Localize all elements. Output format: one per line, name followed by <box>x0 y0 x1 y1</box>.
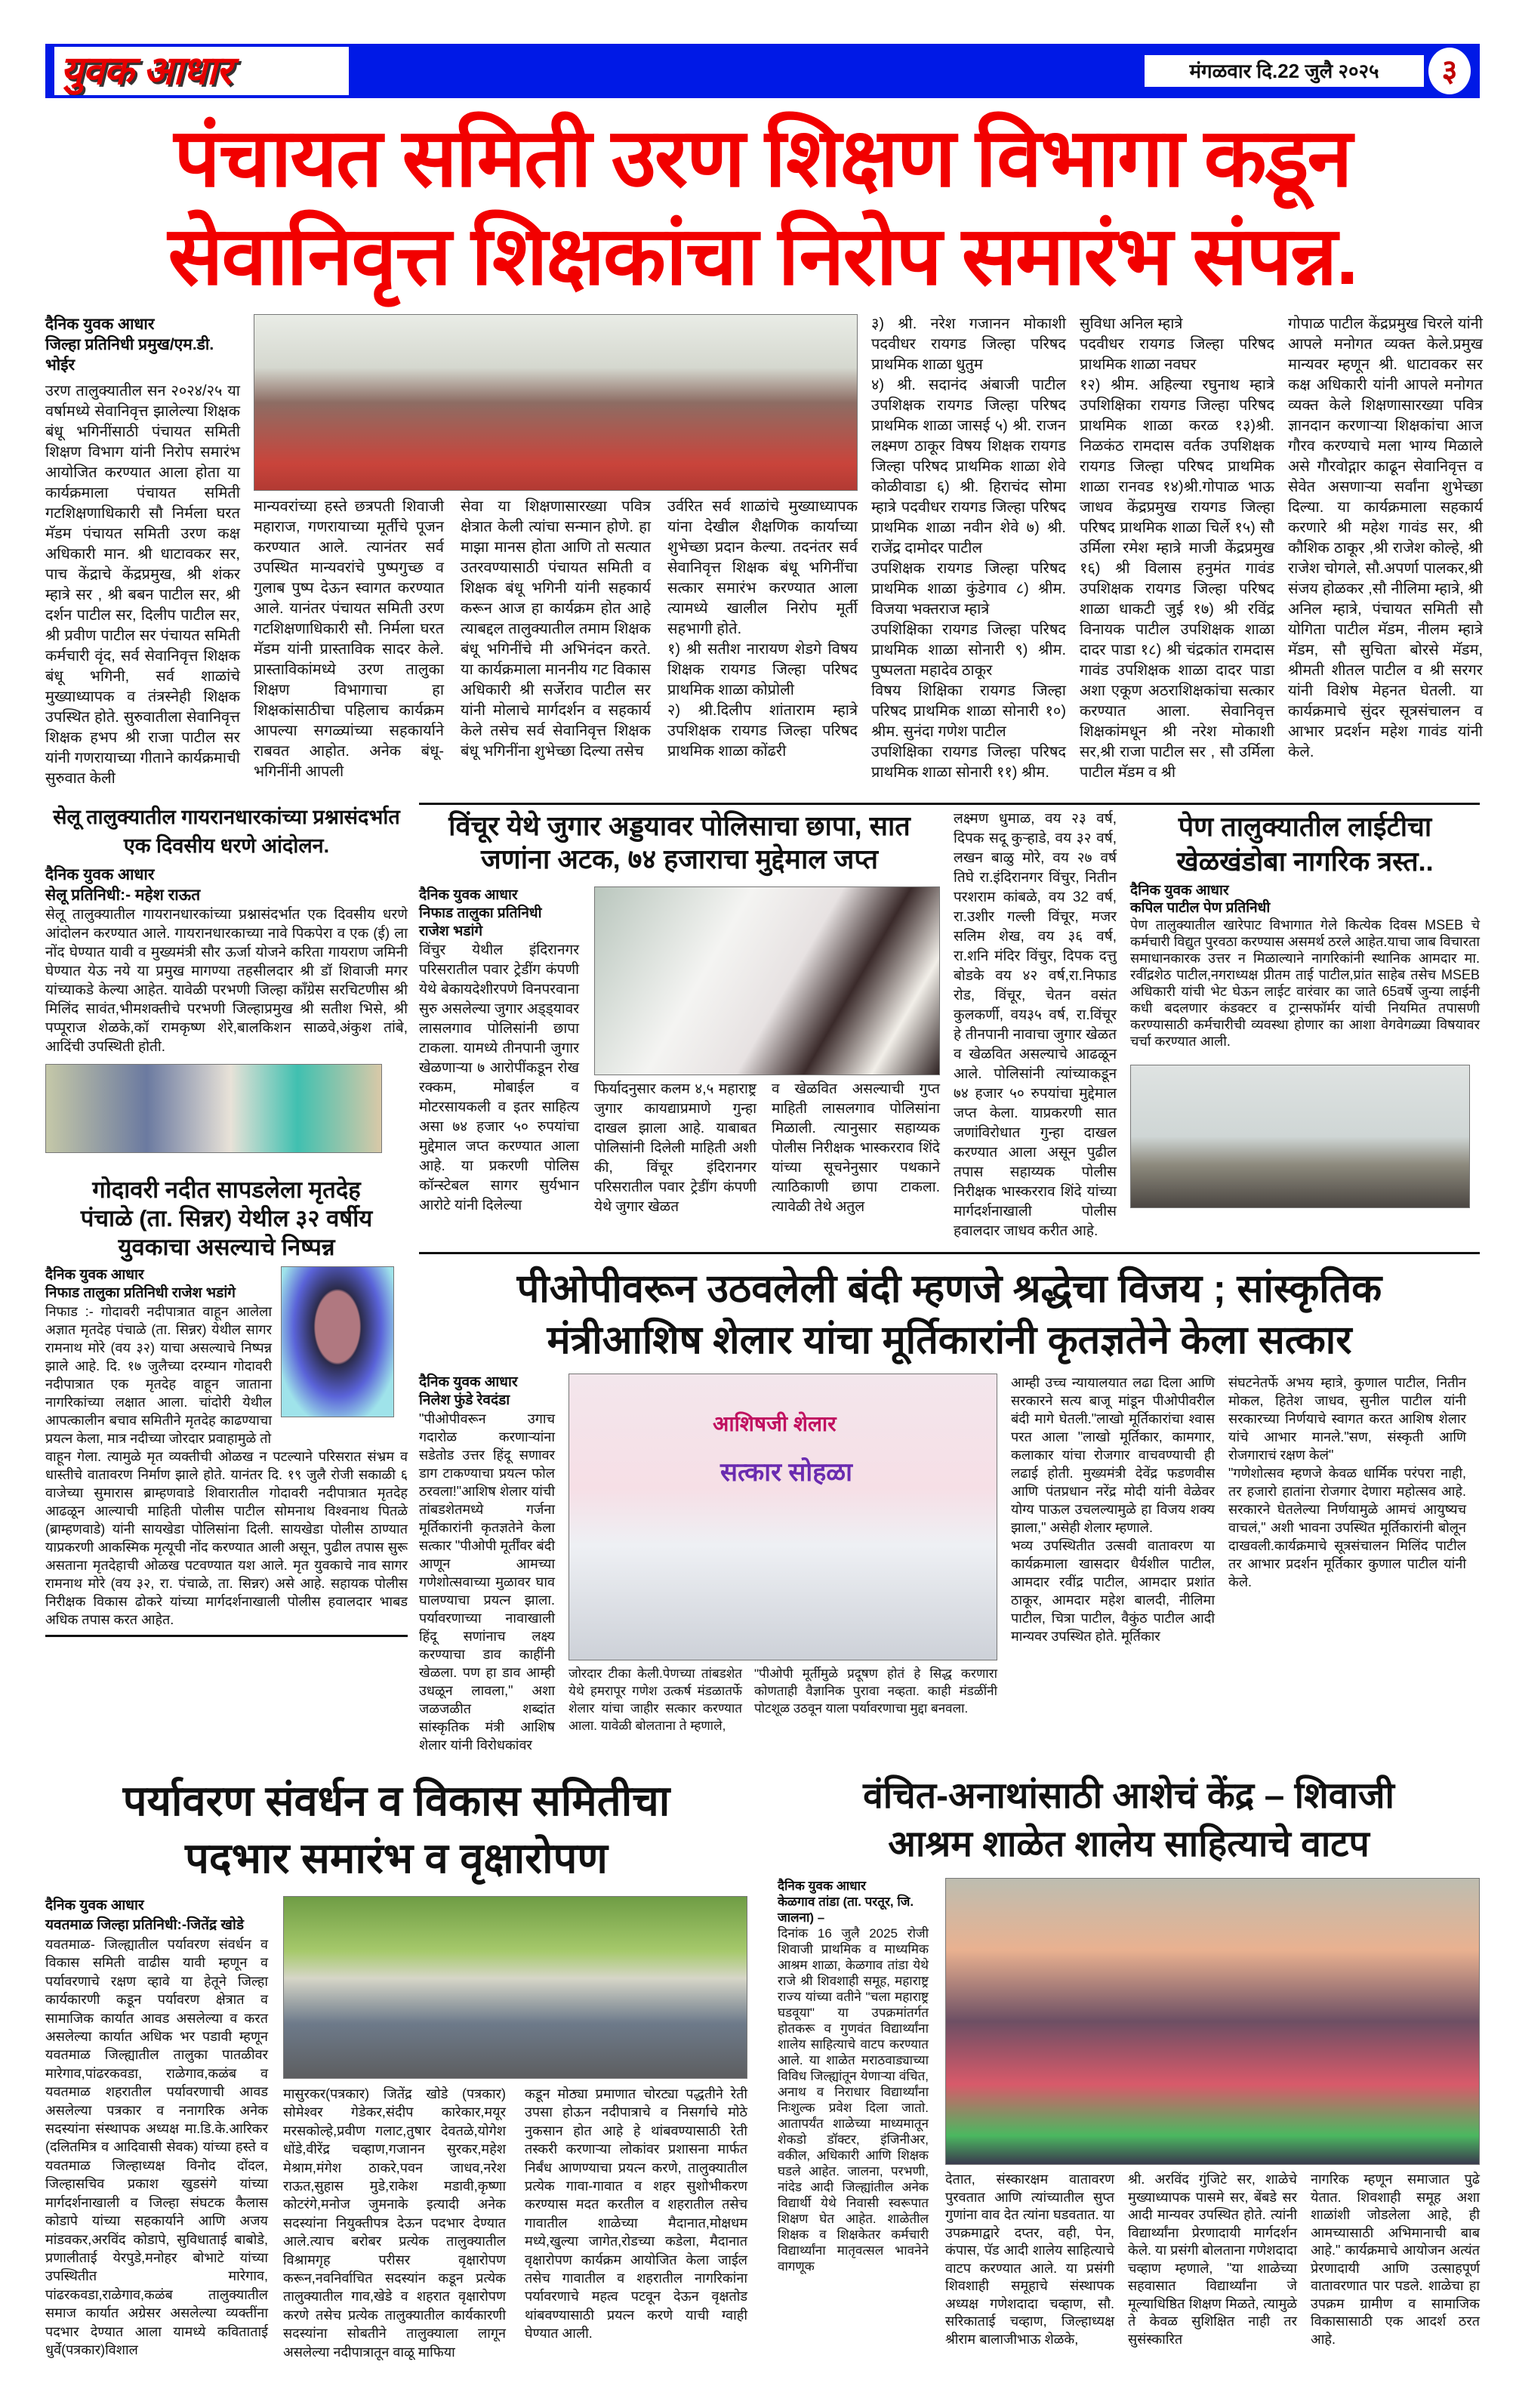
byline <box>45 1896 268 1935</box>
article-column: व खेळवित असल्याची गुप्त माहिती लासलगाव पोलिसांना मिळाली. त्यानुसार सहाय्यक पोलीस निरीक्षक भास्करराव शिंदे यांच्या सूचनेनुसार पथकाने त्याठिकाणी छापा टाकला. त्यावेळी तेथे अतुल <box>772 1081 940 1215</box>
byline-reporter: निलेश फुंडे रेवदंडा <box>419 1392 510 1408</box>
byline-paper: दैनिक युवक आधार <box>419 1374 518 1390</box>
headline-line: वंचित-अनाथांसाठी आशेचं केंद्र – शिवाजी <box>863 1776 1394 1816</box>
byline <box>419 1374 555 1410</box>
article-column: ३) श्री. नरेश गजानन मोकाशी पदवीधर रायगड जिल्हा परिषद प्राथमिक शाळा धुतुम ४) श्री. सदानंद अंबाजी पाटील उपशिक्षक रायगड जिल्हा परिषद प्राथमिक शाळा जासई ५) श्री. राजन लक्ष्मण ठाकूर विषय शिक्षक रायगड जिल्हा परिषद प्राथमिक शाळा शेवे कोळीवाडा ६) श्री. हिराचंद सोमा म्हात्रे पदवीधर रायगड जिल्हा परिषद प्राथमिक शाळा नवीन शेवे ७) श्री. राजेंद्र दामोदर पाटील उपशिक्षक रायगड जिल्हा परिषद प्राथमिक शाळा कुंडेगाव ८) श्रीम. विजया भक्तराज म्हात्रे उपशिक्षिका रायगड जिल्हा परिषद प्राथमिक शाळा सोनारी ९) श्रीम. पुष्पलता महादेव ठाकूर विषय शिक्षिका रायगड जिल्हा परिषद प्राथमिक शाळा सोनारी १०) श्रीम. सुनंदा गणेश पाटील उपशिक्षिका रायगड जिल्हा परिषद प्राथमिक शाळा सोनारी ११) श्रीम. <box>871 316 1066 781</box>
byline-reporter: जिल्हा प्रतिनिधी प्रमुख/एम.डी. भोईर <box>45 336 214 374</box>
masthead-bar <box>45 44 1480 98</box>
article-column: संघटनेतर्फे अभय म्हात्रे, कुणाल पाटील, नितीन मोकल, हितेश जाधव, सुनील पाटील यांनी सरकारच्या निर्णयाचे स्वागत करत आशिष शेलार यांचे आभार मानले."सण, संस्कृती आणि रोजगाराचं रक्षण केलं" "गणेशोत्सव म्हणजे केवळ धार्मिक परंपरा नाही, तर हजारो हातांना रोजगार देणारा महोत्सव आहे. सरकारने घेतलेल्या निर्णयामुळे आमचं आयुष्यच वाचलं," अशी भावना उपस्थित मूर्तिकारांनी बोलून दाखवली.कार्यक्रमाचे सूत्रसंचालन मिलिंद पाटील तर आभार प्रदर्शन मूर्तिकार कुणाल पाटील यांनी केले. <box>1228 1375 1466 1589</box>
committee-group-photo <box>283 1896 747 2079</box>
pen-body: पेण तालुक्यातील खारेपाट विभागात गेले कित्येक दिवस MSEB चे कर्मचारी विद्युत पुरवठा करण्यास असमर्थ ठरले आहेत.याचा जाब विचारता समाधानकारक उत्तर न मिळाल्याने नागरिकांनी स्थानिक आमदार मा. रवींद्रशेठ पाटील,नगराध्यक्ष प्रीतम ताई पाटील,प्रांत साहेब तसेच MSEB अधिकारी यांची भेट घेऊन लाईट वारंवार का जाते 65वर्षे जुन्या लाईनी कधी बदलणार कंडक्टर व ट्रान्सफॉर्मर यांची नियमित तपासणी करण्यासाठी कर्मचारीची व्यवस्था होणार का आशा वेगवेगळ्या विषयावर चर्चा करण्यात आली. <box>1130 917 1480 1049</box>
headline-line: गोदावरी नदीत सापडलेला मृतदेह <box>92 1176 361 1203</box>
pop-headline <box>419 1263 1480 1366</box>
article-column: फिर्यादनुसार कलम ४,५ महाराष्ट्र जुगार कायद्याप्रमाणे गुन्हा दाखल झाला आहे. याबाबत पोलिसांनी दिलेली माहिती अशी की, विंचूर इंदिरानगर परिसरातील पवार ट्रेडींग कंपणी येथे जुगार खेळत <box>594 1081 756 1215</box>
godavari-body: वाहून गेला. त्यामुळे मृत व्यक्तीची ओळख न पटल्याने परिसरात संभ्रम व धास्तीचे वातावरण निर्माण झाले होते. यानंतर दि. १९ जुलै रोजी सकाळी ६ वाजेच्या सुमारास ब्राम्हणवाडे शिवारातील गोदावरी नदीपात्रात मृतदेह आढळून आल्याची माहिती पोलीस पाटील सोमनाथ विश्वनाथ पितळे (ब्राम्हणवाडे) यांनी सायखेडा पोलिसांना दिली. सायखेडा पोलीस ठाण्यात याप्रकरणी आकस्मिक मृत्यूची नोंद करण्यात आली असून, पुढील तपास सुरू असताना मृतदेहाची ओळख पटवण्यात यश आले. मृत युवकाचे नाव सागर रामनाथ मोरे (वय ३२, रा. पंचाळे, ता. सिन्नर) असे आहे. सहायक पोलीस निरीक्षक विकास ढोकरे यांच्या मार्गदर्शनाखाली पोलीस हवालदार भाबड अधिक तपास करत आहेत. <box>45 1449 408 1627</box>
byline-reporter: राजेश भडांगे <box>419 923 483 939</box>
byline-reporter: यवतमाळ जिल्हा प्रतिनिधी:-जितेंद्र खोडे <box>45 1917 245 1933</box>
lead-headline-line: सेवानिवृत्त शिक्षकांचा निरोप समारंभ संपन्न. <box>168 210 1357 301</box>
article-column: सुविधा अनिल म्हात्रे पदवीधर रायगड जिल्हा परिषद प्राथमिक शाळा नवघर १२) श्रीम. अहिल्या रघुनाथ म्हात्रे उपशिक्षिका रायगड जिल्हा परिषद प्राथमिक शाळा करळ १३)श्री. निळकंठ रामदास वर्तक उपशिक्षक रायगड जिल्हा परिषद प्राथमिक शाळा रानवड १४)श्री.गोपाळ भाऊ जाधव केंद्रप्रमुख रायगड जिल्हा परिषद प्राथमिक शाळा चिर्ले १५) सौ उर्मिला रमेश म्हात्रे माजी केंद्रप्रमुख १६) श्री विलास हनुमंत गावंड उपशिक्षक रायगड जिल्हा परिषद शाळा धाकटी जुई १७) श्री रविंद्र विनायक पाटील उपशिक्षक शाळा दादर पाडा १८) श्री चंद्रकांत रामदास गावंड उपशिक्षक शाळा दादर पाडा अशा एकूण अठराशिक्षकांचा सत्कार करण्यात आला. सेवानिवृत्त शिक्षकांमधून श्री नरेश मोकाशी सर,श्री राजा पाटील सर , सौ उर्मिला पाटील मॅडम व श्री <box>1080 316 1274 781</box>
byline <box>45 1266 272 1303</box>
selu-body: सेलू तालुक्यातील गायरानधारकांच्या प्रश्नासंदर्भात एक दिवसीय धरणे आंदोलन करण्यात आले. गायरानधारकाच्या नावे पिकपेरा व एक (ई) ला नोंद घेण्यात यावी व मुख्यमंत्री सौर ऊर्जा योजने करिता गायराण जमिनी घेण्यात येऊ नये या प्रमुख मागण्या तहसीलदार श्री डॉ शिवाजी मगर यांच्याकडे केल्या आहेत. यावेळी परभणी जिल्हा काँग्रेस सरचिटणीस श्री मिलिंद सावंत,भीमशक्तीचे परभणी जिल्हाप्रमुख श्री सतीश भिसे, श्री पप्पूराज शेळके,कॉ रामकृष्ण शेरे,बालकिशन साळवे,अंकुश तांबे, आदिंची उपस्थिती होती. <box>45 907 408 1055</box>
divider <box>45 1635 408 1637</box>
vanchit-headline <box>778 1772 1480 1869</box>
article-column: दिनांक 16 जुलै 2025 रोजी शिवाजी प्राथमिक व माध्यमिक आश्रम शाळा, केळगाव तांडा येथे राजे श्री शिवशाही समूह, महाराष्ट्र राज्य यांच्या वतीने "चला महाराष्ट्र घडवूया" या उपक्रमांतर्गत होतकरू व गुणवंत विद्यार्थ्यांना शालेय साहित्याचे वाटप करण्यात आले. या शाळेत मराठवाड्याच्या विविध जिल्ह्यांतून येणाऱ्या वंचित, अनाथ व निराधार विद्यार्थ्यांना निःशुल्क प्रवेश दिला जातो. आतापर्यंत शाळेच्या माध्यमातून शेकडो डॉक्टर, इंजिनीअर, वकील, अधिकारी आणि शिक्षक घडले आहेत. जालना, परभणी, नांदेड आदी जिल्ह्यांतील अनेक विद्यार्थी येथे निवासी स्वरूपात शिक्षण घेत आहेत. शाळेतील शिक्षक व शिक्षकेतर कर्मचारी विद्यार्थ्यांना मातृवत्सल भावनेने वागणूक <box>778 1926 929 2274</box>
byline <box>1130 882 1480 917</box>
playing-cards-photo <box>594 886 940 1075</box>
headline-line: सेलू तालुक्यातील गायरानधारकांच्या प्रश्नासंदर्भात <box>53 806 400 828</box>
byline-paper: दैनिक युवक आधार <box>45 1898 144 1913</box>
byline <box>778 1878 929 1925</box>
headline-line: पदभार समारंभ व वृक्षारोपण <box>185 1834 608 1882</box>
headline-line: जणांना अटक, ७४ हजाराचा मुद्देमाल जप्त <box>480 843 879 874</box>
article-column: "पीओपीवरून उगाच गदारोळ करणाऱ्यांना सडेतोड उत्तर हिंदू सणावर डाग टाकण्याचा प्रयत्न फोल ठरवला!"आशिष शेलार यांची तांबडशेतमध्ये गर्जना मूर्तिकारांनी कृतज्ञतेने केला सत्कार "पीओपी मूर्तींवर बंदी आणून आमच्या गणेशोत्सवाच्या मुळावर घाव घालण्याचा प्रयत्न झाला. पर्यावरणाच्या नावाखाली हिंदू सणांनाच लक्ष्य करण्याचा डाव काहींनी खेळला. पण हा डाव आम्ही उधळून लावला," अशा जळजळीत शब्दांत सांस्कृतिक मंत्री आशिष शेलार यांनी विरोधकांवर <box>419 1411 556 1753</box>
headline-line: मंत्रीआशिष शेलार यांचा मूर्तिकारांनी कृतज्ञतेने केला सत्कार <box>547 1318 1352 1362</box>
article-column: सेवा या शिक्षणासारख्या पवित्र क्षेत्रात केली त्यांचा सन्मान होणे. हा माझा मानस होता आणि तो सत्यात उतरवण्यासाठी पंचायत समिती व शिक्षक बंधू भगिनी यांनी सहकार्य करून आज हा कार्यक्रम होत आहे त्याबद्दल तालुक्यातील तमाम शिक्षक बंधू भगिनींचे मी अभिनंदन करते. या कार्यक्रमाला माननीय गट विकास अधिकारी श्री सर्जेराव पाटील सर यांनी मोलाचे मार्गदर्शन व सहकार्य केले तसेच सर्व सेवानिवृत्त शिक्षक बंधू भगिनींना शुभेच्छा दिल्या तसेच <box>461 498 651 760</box>
divider <box>419 1252 1480 1254</box>
vinchur-headline <box>419 809 940 876</box>
byline-reporter: निफाड तालुका प्रतिनिधी राजेश भडांगे <box>45 1285 236 1301</box>
headline-line: पंचाळे (ता. सिन्नर) येथील ३२ वर्षीय <box>80 1205 373 1232</box>
bottom-band <box>45 1772 1480 2361</box>
article-column: उर्वरित सर्व शाळांचे मुख्याध्यापक यांना देखील शैक्षणिक कार्याच्या शुभेच्छा प्रदान केल्या. तदनंतर सर्व सेवानिवृत्त शिक्षक बंधू भगिनींचा सत्कार समारंभ करण्यात आला त्यामध्ये खालील निरोप मूर्ती सहभागी होते. १) श्री सतीश नारायण शेडगे विषय शिक्षक रायगड जिल्हा परिषद प्राथमिक शाळा कोप्रोली २) श्री.दिलीप शांताराम म्हात्रे उपशिक्षक रायगड जिल्हा परिषद प्राथमिक शाळा कोंढरी <box>667 498 858 760</box>
headline-line: आश्रम शाळेत शालेय साहित्याचे वाटप <box>888 1824 1370 1864</box>
byline-paper: दैनिक युवक आधार <box>778 1879 866 1893</box>
article-column: मासुरकर(पत्रकार) जितेंद्र खोडे (पत्रकार) सोमेश्वर गेडेकर,संदीप कारेकार,मयूर मरसकोल्हे,प्रवीण गलाट,तुषार देवतळे,योगेश धोंडे,वीरेंद्र चव्हाण,गजानन सुरकर,महेश मेश्राम,मंगेश ठाकरे,पवन जाधव,नरेश राऊत,सुहास मुडे,राकेश मडावी,कृष्णा कोटरंगे,मनोज जुमनाके इत्यादी अनेक सदस्यांना नियुक्तीपत्र देऊन पदभार देण्यात आले.त्याच बरोबर प्रत्येक तालुक्यातील विश्रामगृह परीसर वृक्षारोपण करून,नवनिर्वाचित सदस्यांन कडून प्रत्येक तालुक्यातील गाव,खेडे व शहरात वृक्षारोपण करणे तसेच प्रत्येक तालुक्यातील कार्यकारणी सदस्यांना सोबतीने तालुक्याला लागून असलेल्या नदीपात्रातून वाळू माफिया <box>283 2086 506 2360</box>
article-column: गोपाळ पाटील केंद्रप्रमुख चिरले यांनी आपले मनोगत व्यक्त केले.प्रमुख मान्यवर म्हणून श्री. धाटावकर सर कक्ष अधिकारी यांनी आपले मनोगत व्यक्त केले शिक्षणासारख्या पवित्र ज्ञानदान करणाऱ्या शिक्षकांचा आज गौरव करण्याचे मला भाग्य मिळाले असे गौरवोद्गार काढून सेवानिवृत्त व सेवेत असणाऱ्या सर्वांना शुभेच्छा दिल्या. या कार्यक्रमाला सहकार्य करणारे श्री महेश गावंड सर, श्री कौशिक ठाकूर ,श्री राजेश कोल्हे, श्री राजेश चोगले, सौ.अपर्णा पालकर,श्री संजय होळकर ,सौ नीलिमा म्हात्रे, श्री अनिल म्हात्रे, पंचायत समिती सौ योगिता पाटील मॅडम, नीलम म्हात्रे मॅडम, सौ सुचिता बोरसे मॅडम, श्रीमती शीतल पाटील व श्री सरगर यांनी विशेष मेहनत घेतली. या कार्यक्रमाचे सुंदर सूत्रसंचालन व आभार प्रदर्शन महेश गावंड यांनी केले. <box>1288 316 1483 760</box>
lead-headline <box>45 109 1480 305</box>
divider <box>419 803 1480 805</box>
headline-line: खेळखंडोबा नागरिक त्रस्त.. <box>1176 846 1434 877</box>
byline-paper: दैनिक युवक आधार <box>1130 883 1229 899</box>
byline-paper: दैनिक युवक आधार <box>45 866 155 883</box>
headline-line: एक दिवसीय धरणे आंदोलन. <box>123 834 330 857</box>
article-column: नागरिक म्हणून समाजात पुढे येतात. शिवशाही समूह अशा शाळांशी जोडलेला आहे, ही आमच्यासाठी अभिमानाची बाब आहे." कार्यक्रमाचे आयोजन अत्यंत प्रेरणादायी आणि उत्साहपूर्ण वातावरणात पार पडले. शाळेचा हा उपक्रम ग्रामीण व सामाजिक विकासासाठी एक आदर्श ठरत आहे. <box>1311 2172 1480 2347</box>
lead-headline-line: पंचायत समिती उरण शिक्षण विभागा कडून <box>174 112 1351 203</box>
farewell-ceremony-photo <box>254 314 858 491</box>
memorandum-photo <box>45 1064 382 1153</box>
headline-line: पेण तालुक्यातील लाईटीचा <box>1178 811 1432 842</box>
deceased-portrait-photo <box>281 1266 394 1417</box>
headline-line: पीओपीवरून उठवलेली बंदी म्हणजे श्रद्धेचा विजय ; सांस्कृतिक <box>516 1267 1382 1311</box>
byline <box>419 886 579 941</box>
meeting-photo <box>1130 1065 1470 1208</box>
byline-desk: निफाड तालुका प्रतिनिधी <box>419 905 542 921</box>
byline-paper: दैनिक युवक आधार <box>45 316 155 333</box>
article-column: उरण तालुक्यातील सन २०२४/२५ या वर्षामध्ये सेवानिवृत्त झालेल्या शिक्षक बंधू भगिनींसाठी पंचायत समिती शिक्षण विभाग यांनी निरोप समारंभ आयोजित करण्यात आला होता या कार्यक्रमाला पंचायत समिती गटशिक्षणाधिकारी सौ निर्मला घरत मॅडम पंचायत समिती उरण कक्ष अधिकारी मान. श्री धाटावकर सर, पाच केंद्राचे केंद्रप्रमुख, श्री शंकर म्हात्रे सर , श्री बबन पाटील सर, श्री दर्शन पाटील सर, दिलीप पाटील सर, श्री प्रवीण पाटील सर पंचायत समिती कर्मचारी वृंद, सर्व सेवानिवृत्त शिक्षक बंधू भगिनी, सर्व शाळांचे मुख्याध्यापक व तंत्रस्नेही शिक्षक उपस्थित होते. सुरुवातीला सेवानिवृत्त शिक्षक हभप श्री राजा पाटील सर यांनी गणरायाच्या गीताने कार्यक्रमाची सुरुवात केली <box>45 383 240 787</box>
article-column: जोरदार टीका केली.पेणच्या तांबडशेत येथे हमरापूर गणेश उत्कर्ष मंडळातर्फे शेलार यांचा जाहीर सत्कार करण्यात आला. यावेळी बोलताना ते म्हणाले, <box>568 1666 742 1733</box>
byline-paper: दैनिक युवक आधार <box>419 887 518 903</box>
article-column: विंचुर येथील इंदिरानगर परिसरातील पवार ट्रेडींग कंपणी येथे बेकायदेशीरपणे विनपरवाना सुरु असलेल्या जुगार अड्ड्यावर लासलगाव पोलिसांनी छापा टाकला. यामध्ये तीनपानी जुगार खेळणाऱ्या ७ आरोपींकडून रोख रक्कम, मोबाईल व मोटरसायकली व इतर साहित्य असा ७४ हजार ५० रुपयांचा मुद्देमाल जप्त करण्यात आला आहे. या प्रकरणी पोलिस कॉन्स्टेबल सागर सुर्यभान आरोटे यांनी दिलेल्या <box>419 942 579 1213</box>
article-column: लक्ष्मण धुमाळ, वय २३ वर्ष, दिपक सदू कुऱ्हाडे, वय ३२ वर्ष, लखन बाळु मोरे, वय २७ वर्ष तिघे रा.इंदिरानगर विंचुर, नितीन परशराम कांबळे, वय 32 वर्ष, रा.उशीर गल्ली विंचूर, मजर सलिम शेख, वय ३६ वर्ष, रा.शनि मंदिर विंचुर, दिपक दत्तु बोडके वय ४२ वर्ष,रा.निफाड रोड, विंचूर, चेतन वसंत कुलकर्णी, वय३५ वर्ष, रा.विंचूर हे तीनपानी नावाचा जुगार खेळत व खेळवित असल्याचे आढळून आले. पोलिसांनी त्यांच्याकडून ७४ हजार ५० रुपयांचा मुद्देमाल जप्त केला. याप्रकरणी सात जणांविरोधात गुन्हा दाखल करण्यात आला असून पुढील तपास सहाय्यक पोलीस निरीक्षक भास्करराव शिंदे यांच्या मार्गदर्शनाखाली पोलीस हवालदार जाधव करीत आहे. <box>954 811 1117 1239</box>
article-column: देतात, संस्कारक्षम वातावरण पुरवतात आणि त्यांच्यातील सुप्त गुणांना वाव देत त्यांना घडवतात. या उपक्रमाद्वारे दप्तर, वही, पेन, कंपास, पॅड आदी शालेय साहित्याचे वाटप करण्यात आले. या प्रसंगी शिवशाही समूहाचे संस्थापक अध्यक्ष गणेशदादा चव्हाण, सौ. सरिकाताई चव्हाण, जिल्हाध्यक्ष श्रीराम बालाजीभाऊ शेळके, <box>945 2172 1114 2347</box>
lead-article <box>45 314 1483 789</box>
felicitation-stage-photo <box>568 1374 997 1660</box>
middle-band <box>45 803 1480 1754</box>
byline-place: केळगाव तांडा (ता. परतूर, जि. जालना) – <box>778 1895 914 1925</box>
byline-reporter: सेलू प्रतिनिधी:- महेश राऊत <box>45 886 201 904</box>
article-column: कडून मोठ्या प्रमाणात चोरट्या पद्धतीने रेती उपसा होऊन नदीपात्राचे व निसर्गाचे मोठे नुकसान होत आहे हे थांबवण्यासाठी रेती तस्करी करणाऱ्या लोकांवर प्रशासना मार्फत निर्बंध आणण्याचा प्रयत्न करणे, तालुक्यातील प्रत्येक गावा-गावात व शहर सुशोभीकरण करण्यास मदत करतील व शहरातील तसेच गावातील शाळेच्या मैदानात,मोक्षधम मध्ये,खुल्या जागेत,रोडच्या कडेला, मैदानात वृक्षारोपण कार्यक्रम आयोजित केला जाईल तसेच गावातील व शहरातील नागरिकांना पर्यावरणाचे महत्व पटवून देऊन वृक्षतोड थांबवण्यासाठी प्रयत्न करणे याची ग्वाही घेण्यात आली. <box>525 2086 747 2342</box>
byline-reporter: कपिल पाटील पेण प्रतिनिधी <box>1130 900 1271 916</box>
headline-line: पर्यावरण संवर्धन व विकास समितीचा <box>122 1777 670 1824</box>
byline-paper: दैनिक युवक आधार <box>45 1267 144 1283</box>
article-column: "पीओपी मूर्तीमुळे प्रदूषण होतं हे सिद्ध करणारा कोणताही वैज्ञानिक पुरावा नव्हता. काही मंडळींनी पोटशूळ उठवून याला पर्यावरणाचा मुद्दा बनवला. <box>754 1666 997 1716</box>
newspaper-logo: युवक आधार <box>54 47 349 95</box>
article-column: श्री. अरविंद गुंजिटे सर, शाळेचे मुख्याध्यापक पासमे सर, बेंबडे सर आदी मान्यवर उपस्थित होते. त्यांनी विद्यार्थ्यांना प्रेरणादायी मार्गदर्शन केले. या प्रसंगी बोलताना गणेशदादा चव्हाण म्हणाले, "या शाळेच्या सहवासात विद्यार्थ्यांना जे मूल्याधिष्ठित शिक्षण मिळते, त्यामुळे ते केवळ सुशिक्षित नाही तर सुसंस्कारित <box>1128 2172 1297 2347</box>
article-column: यवतमाळ- जिल्ह्यातील पर्यावरण संवर्धन व विकास समिती वाढीस यावी म्हणून व पर्यावरणाचे रक्षण व्हावे या हेतूने जिल्हा कार्यकारणी कडून पर्यावरण क्षेत्रात व सामाजिक कार्यात आवड असलेल्या व करत असलेल्या कार्यात अधिक भर पडावी म्हणून यवतमाळ जिल्ह्यातील तालुका पातळीवर मारेगाव,पांढरकवडा, राळेगाव,कळंब व यवतमाळ शहरातील पर्यावरणाची आवड असलेल्या पत्रकार व ननागरिक अनेक सदस्यांना संस्थापक अध्यक्ष मा.डि.के.आरिकर (दलितमित्र व आदिवासी सेवक) यांच्या हस्ते व यवतमाळ जिल्हाध्यक्ष विनोद दोंदल, जिल्हासचिव प्रकाश खुडसंगे यांच्या मार्गदर्शनाखाली व जिल्हा संघटक कैलास कोडापे यांच्या सहकार्याने आणि अजय मांडवकर,अरविंद कोडापे, सुविधाताई बाबोडे, प्रणालीताई येरपुडे,मनोहर बोभाटे यांच्या उपस्थितीत मारेगाव, पांढरकवडा,राळेगाव,कळंब तालुक्यातील समाज कार्यात अग्रेसर असलेल्या व्यक्तींना पदभार देण्यात आला यामध्ये कविताताई धुर्वे(पत्रकार)विशाल <box>45 1937 268 2357</box>
godavari-body: निफाड :- गोदावरी नदीपात्रात वाहून आलेला अज्ञात मृतदेह पंचाळे (ता. सिन्नर) येथील सागर रामनाथ मोरे (वय ३२) याचा असल्याचे निष्पन्न झाले आहे. दि. १७ जुलैच्या दरम्यान गोदावरी नदीपात्रात एक मृतदेह वाहून जाताना नागरिकांच्या लक्षात आला. चांदोरी येथील आपत्कालीन बचाव समितीने मृतदेह काढण्याचा प्रयत्न केला, मात्र नदीच्या जोरदार प्रवाहामुळे तो <box>45 1304 272 1446</box>
issue-date: मंगळवार दि.22 जुलै २०२५ <box>1145 55 1424 87</box>
byline <box>45 314 240 375</box>
article-column: आम्ही उच्च न्यायालयात लढा दिला आणि सरकारने सत्य बाजू मांडून पीओपीवरील बंदी मागे घेतली."लाखो मूर्तिकारांचा श्वास परत आला "लाखो मूर्तिकार, कामगार, कलाकार यांचा रोजगार वाचवण्याची ही लढाई होती. मुख्यमंत्री देवेंद्र फडणवीस आणि पंतप्रधान नरेंद्र मोदी यांनी वेळेवर योग्य पाऊल उचलल्यामुळे हा विजय शक्य झाला," असेही शेलार म्हणाले. भव्य उपस्थितीत उत्सवी वातावरण या कार्यक्रमाला खासदार धैर्यशील पाटील, आमदार रवींद्र पाटील, आमदार प्रशांत ठाकूर, आमदार महेश बालदी, नीलिमा पाटील, चित्रा पाटील, वैकुंठ पाटील आदी मान्यवर उपस्थित होते. मूर्तिकार <box>1011 1375 1215 1644</box>
article-column: मान्यवरांच्या हस्ते छत्रपती शिवाजी महाराज, गणरायाच्या मूर्तीचे पूजन करण्यात आले. त्यानंतर सर्व उपस्थित मान्यवरांचे पुष्पगुच्छ व गुलाब पुष्प देऊन स्वागत करण्यात आले. यानंतर पंचायत समिती उरण गटशिक्षणाधिकारी सौ. निर्मला घरत मॅडम यांनी प्रास्ताविक सादर केले. प्रास्ताविकांमध्ये उरण तालुका शिक्षण विभागाचा हा शिक्षकांसाठीचा पहिलाच कार्यक्रम आपल्या सगळ्यांच्या सहकार्याने राबवत आहोत. अनेक बंधू-भगिनींनी आपली <box>254 498 444 780</box>
banner-name: आशिषजी शेलार <box>713 1412 837 1435</box>
godavari-headline <box>45 1176 408 1262</box>
pen-headline <box>1130 809 1480 879</box>
page-number: ३ <box>1428 48 1471 94</box>
headline-line: युवकाचा असल्याचे निष्पन्न <box>118 1234 335 1260</box>
paryavaran-headline <box>45 1772 747 1887</box>
school-distribution-photo <box>945 1878 1480 2165</box>
banner-title: सत्कार सोहळा <box>720 1458 852 1487</box>
headline-line: विंचूर येथे जुगार अड्डयावर पोलिसाचा छापा, सात <box>448 810 911 841</box>
byline <box>45 865 408 905</box>
selu-headline <box>45 803 408 860</box>
